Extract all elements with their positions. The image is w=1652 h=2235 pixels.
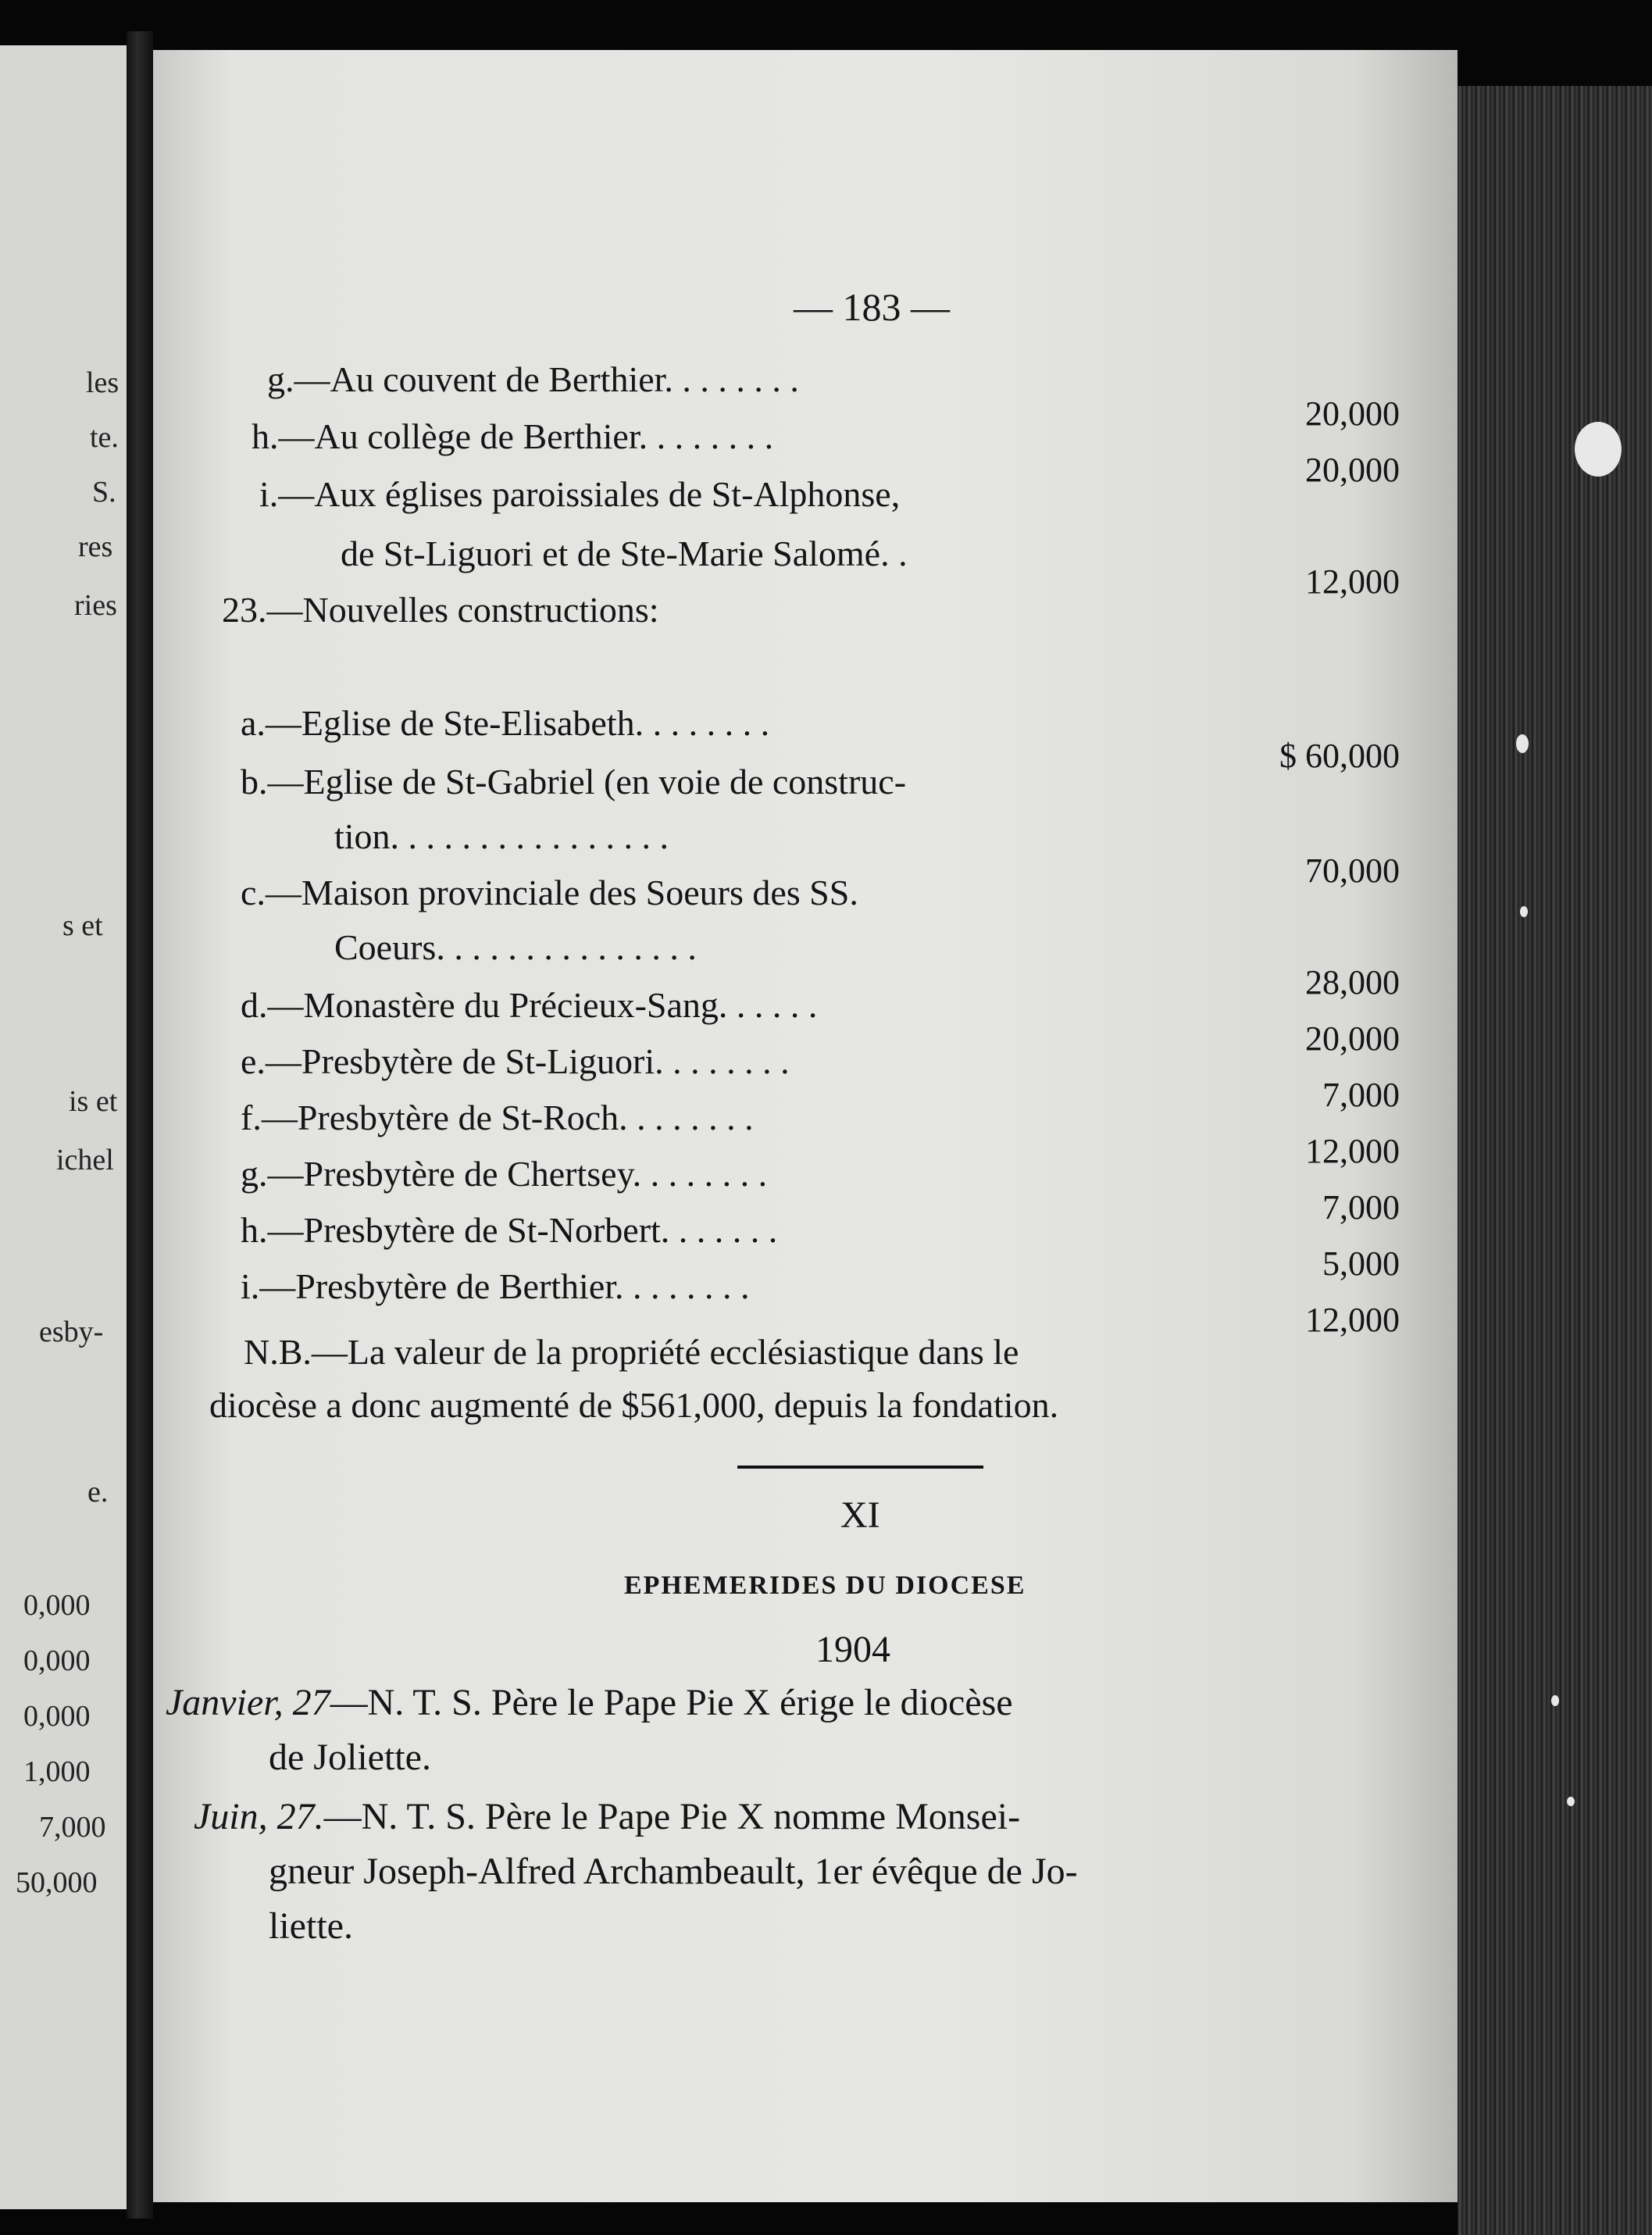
book-page xyxy=(153,50,1458,2202)
scan-blemish xyxy=(1520,906,1528,917)
list-item-text: de St-Liguori et de Ste-Marie Salomé. . xyxy=(341,534,908,573)
list-item-amount: 7,000 xyxy=(1322,1076,1400,1114)
left-fragment: esby- xyxy=(39,1316,104,1348)
list-item-amount: 12,000 xyxy=(1305,1132,1400,1170)
scan-blemish xyxy=(1516,734,1529,753)
list-item-amount: 70,000 xyxy=(1305,852,1400,890)
list-item-text: h.—Presbytère de St-Norbert. . . . . . . xyxy=(241,1210,778,1250)
list-item-text: b.—Eglise de St-Gabriel (en voie de construc- xyxy=(241,762,907,802)
left-fragment: S. xyxy=(92,476,116,509)
section-title: EPHEMERIDES DU DIOCESE xyxy=(624,1571,1026,1600)
year-heading: 1904 xyxy=(815,1629,890,1670)
list-item-amount: 28,000 xyxy=(1305,963,1400,1001)
left-fragment: ichel xyxy=(56,1144,114,1176)
list-item-amount: 5,000 xyxy=(1322,1244,1400,1283)
section-divider xyxy=(737,1466,983,1469)
chronicle-date: Juin, 27. xyxy=(194,1796,324,1837)
left-fragment: res xyxy=(78,530,113,563)
list-item-amount: 20,000 xyxy=(1305,451,1400,489)
left-fragment: ries xyxy=(74,589,117,622)
left-fragment: 1,000 xyxy=(23,1755,91,1788)
chronicle-text: —N. T. S. Père le Pape Pie X nomme Monsei- xyxy=(323,1796,1021,1837)
left-fragment: 0,000 xyxy=(23,1700,91,1733)
left-fragment: is et xyxy=(69,1085,118,1118)
left-fragment: te. xyxy=(90,421,119,454)
list-item-text: f.—Presbytère de St-Roch. . . . . . . . xyxy=(241,1098,754,1137)
list-item-text: i.—Aux églises paroissiales de St-Alphonse, xyxy=(259,474,901,514)
list-item-amount: 7,000 xyxy=(1322,1188,1400,1226)
scan-blemish xyxy=(1575,422,1622,477)
left-fragment: 0,000 xyxy=(23,1589,91,1622)
nota-bene-line: diocèse a donc augmenté de $561,000, depuis la fondation. xyxy=(209,1385,1059,1425)
scan-blemish xyxy=(1567,1797,1575,1806)
chronicle-text: —N. T. S. Père le Pape Pie X érige le diocèse xyxy=(330,1682,1013,1723)
list-item-text: g.—Au couvent de Berthier. . . . . . . . xyxy=(267,359,799,399)
left-fragment: 50,000 xyxy=(16,1866,98,1899)
list-item-amount: 20,000 xyxy=(1305,395,1400,433)
list-item-text: Coeurs. . . . . . . . . . . . . . . xyxy=(334,927,697,967)
chronicle-continuation: gneur Joseph-Alfred Archambeault, 1er évêque de Jo- xyxy=(269,1851,1078,1892)
left-fragment: 0,000 xyxy=(23,1644,91,1677)
list-item-text: tion. . . . . . . . . . . . . . . . xyxy=(334,816,669,856)
list-item-text: d.—Monastère du Précieux-Sang. . . . . . xyxy=(241,985,818,1025)
list-item-text: 23.—Nouvelles constructions: xyxy=(222,590,659,630)
book-page-edges xyxy=(1458,86,1652,2235)
list-item-amount: 12,000 xyxy=(1305,1301,1400,1339)
list-item-text: e.—Presbytère de St-Liguori. . . . . . . . xyxy=(241,1041,790,1081)
left-fragment: les xyxy=(86,366,120,399)
list-item-amount: 20,000 xyxy=(1305,1019,1400,1058)
left-fragment: 7,000 xyxy=(39,1811,106,1844)
chronicle-entry xyxy=(166,1681,1013,1724)
page-number: — 183 — xyxy=(794,285,950,329)
list-item-text: g.—Presbytère de Chertsey. . . . . . . . xyxy=(241,1154,768,1194)
nota-bene-line: N.B.—La valeur de la propriété ecclésiastique dans le xyxy=(244,1332,1019,1372)
list-item-amount: $ 60,000 xyxy=(1279,737,1400,775)
chronicle-date: Janvier, 27 xyxy=(166,1682,330,1723)
list-item-amount: 12,000 xyxy=(1305,562,1400,601)
left-fragment: s et xyxy=(62,909,103,942)
chronicle-entry xyxy=(194,1795,1020,1838)
list-item-text: h.—Au collège de Berthier. . . . . . . . xyxy=(252,416,774,456)
chronicle-continuation: liette. xyxy=(269,1905,353,1947)
chronicle-continuation: de Joliette. xyxy=(269,1737,431,1778)
list-item-text: a.—Eglise de Ste-Elisabeth. . . . . . . . xyxy=(241,703,770,743)
scan-blemish xyxy=(1551,1695,1559,1706)
section-number: XI xyxy=(840,1494,880,1536)
list-item-text: c.—Maison provinciale des Soeurs des SS. xyxy=(241,873,858,912)
list-item-text: i.—Presbytère de Berthier. . . . . . . . xyxy=(241,1266,750,1306)
left-fragment: e. xyxy=(87,1476,109,1508)
facing-page-fragment xyxy=(0,45,130,2209)
book-gutter xyxy=(127,31,153,2219)
